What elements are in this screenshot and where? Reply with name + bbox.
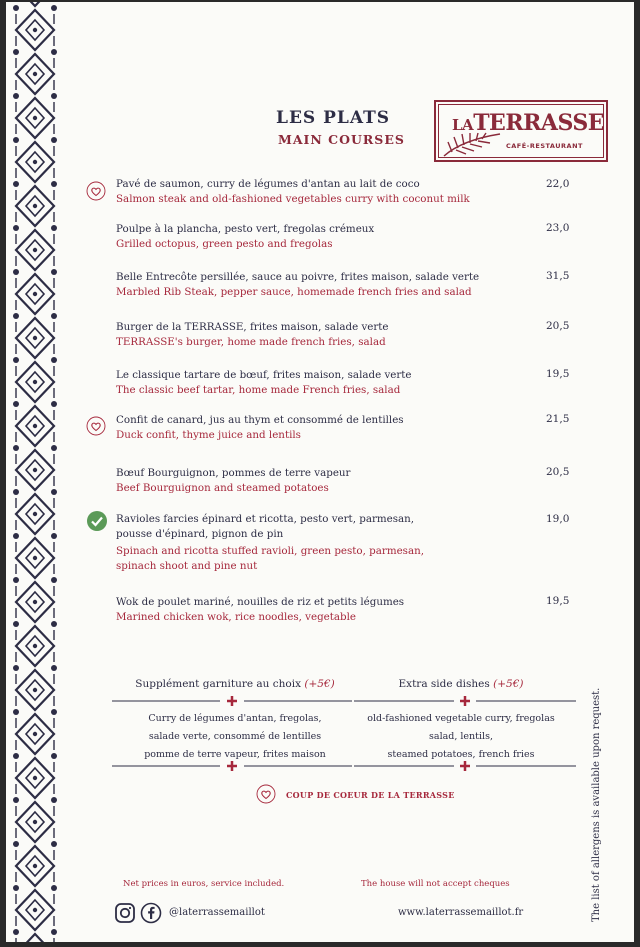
dish-item: [116, 270, 536, 300]
dish-name-fr: Ravioles farcies épinard et ricotta, pesto vert, parmesan,: [116, 513, 415, 525]
dish-name-en: TERRASSE's burger, home made french fries, salad: [116, 336, 386, 348]
dish-price: 20,5: [546, 320, 570, 332]
ornament-divider: [112, 760, 352, 772]
dish-name-fr: Belle Entrecôte persillée, sauce au poivre, frites maison, salade verte: [116, 271, 480, 283]
logo-wordmark: LATERRASSE: [452, 110, 605, 136]
dish-item: [116, 368, 536, 398]
allergens-note: The list of allergens is available upon request.: [591, 687, 602, 922]
dish-name-fr-line2: pousse d'épinard, pignon de pin: [116, 528, 284, 540]
cheques-note: The house will not accept cheques: [361, 879, 510, 889]
heart-icon: [86, 416, 106, 436]
facebook-icon[interactable]: [140, 902, 162, 924]
dish-price: 19,5: [546, 368, 570, 380]
heart-icon: [256, 784, 276, 804]
dish-price: 19,5: [546, 595, 570, 607]
ornament-divider: [354, 695, 576, 707]
dish-name-en: Marined chicken wok, rice noodles, vegetable: [116, 611, 357, 623]
dish-name-fr: Burger de la TERRASSE, frites maison, salade verte: [116, 321, 389, 333]
dish-price: 31,5: [546, 270, 570, 282]
dish-price: 22,0: [546, 178, 570, 190]
dish-name-en: Marbled Rib Steak, pepper sauce, homemade french fries and salad: [116, 286, 472, 298]
dish-name-en: Beef Bourguignon and steamed potatoes: [116, 482, 329, 494]
sides-en-price: (+5€): [493, 678, 524, 690]
dish-name-fr: Le classique tartare de bœuf, frites maison, salade verte: [116, 369, 412, 381]
dish-item: [116, 177, 536, 207]
dish-name-fr: Confit de canard, jus au thym et consommé de lentilles: [116, 414, 404, 426]
dish-name-en: The classic beef tartar, home made French fries, salad: [116, 384, 401, 396]
sides-fr-line: pomme de terre vapeur, frites maison: [144, 749, 326, 760]
dish-item: [116, 466, 536, 496]
dish-name-en: Spinach and ricotta stuffed ravioli, green pesto, parmesan,: [116, 545, 425, 557]
sides-fr-title: Supplément garniture au choix: [135, 678, 302, 690]
coup-de-coeur-legend: COUP DE COEUR DE LA TERRASSE: [286, 790, 455, 800]
sides-fr-price: (+5€): [304, 678, 335, 690]
website-link[interactable]: www.laterrassemaillot.fr: [398, 907, 524, 918]
dish-name-en: Duck confit, thyme juice and lentils: [116, 429, 301, 441]
sides-en-line: steamed potatoes, french fries: [387, 749, 535, 760]
menu-page: [6, 2, 634, 942]
dish-name-fr: Pavé de saumon, curry de légumes d'antan au lait de coco: [116, 178, 420, 190]
dish-item: [116, 595, 536, 625]
dish-item: [116, 413, 536, 443]
prices-note: Net prices in euros, service included.: [123, 879, 285, 889]
dish-name-fr: Bœuf Bourguignon, pommes de terre vapeur: [116, 467, 351, 479]
dish-name-fr: Wok de poulet mariné, nouilles de riz et petits légumes: [116, 596, 405, 608]
ornament-divider: [354, 760, 576, 772]
sides-en-line: salad, lentils,: [429, 731, 493, 742]
dish-item: [116, 320, 536, 350]
section-title-en: MAIN COURSES: [278, 132, 405, 147]
dish-item: [116, 512, 536, 574]
dish-name-en: Salmon steak and old-fashioned vegetables curry with coconut milk: [116, 193, 470, 205]
heart-icon: [86, 181, 106, 201]
dish-price: 23,0: [546, 222, 570, 234]
decorative-tile-border: [12, 2, 58, 942]
social-handle[interactable]: @laterrassemaillot: [169, 907, 265, 918]
dish-price: 20,5: [546, 466, 570, 478]
sides-en-line: old-fashioned vegetable curry, fregolas: [367, 713, 555, 724]
instagram-icon[interactable]: [114, 902, 136, 924]
sides-fr-line: Curry de légumes d'antan, fregolas,: [148, 713, 322, 724]
sides-fr: [114, 678, 356, 764]
vegetarian-leaf-icon: [86, 510, 108, 532]
sides-en-title: Extra side dishes: [398, 678, 490, 690]
dish-name-fr: Poulpe à la plancha, pesto vert, fregolas crémeux: [116, 223, 375, 235]
dish-price: 19,0: [546, 513, 570, 525]
logo-subtitle: CAFÉ-RESTAURANT: [506, 142, 583, 150]
sides-en: [356, 678, 566, 764]
dish-item: [116, 222, 536, 252]
dish-price: 21,5: [546, 413, 570, 425]
dish-name-en: Grilled octopus, green pesto and fregolas: [116, 238, 333, 250]
restaurant-logo: [434, 100, 608, 162]
sides-fr-line: salade verte, consommé de lentilles: [148, 731, 322, 742]
ornament-divider: [112, 695, 352, 707]
section-title-fr: LES PLATS: [276, 108, 391, 128]
dish-name-en-line2: spinach shoot and pine nut: [116, 560, 258, 572]
